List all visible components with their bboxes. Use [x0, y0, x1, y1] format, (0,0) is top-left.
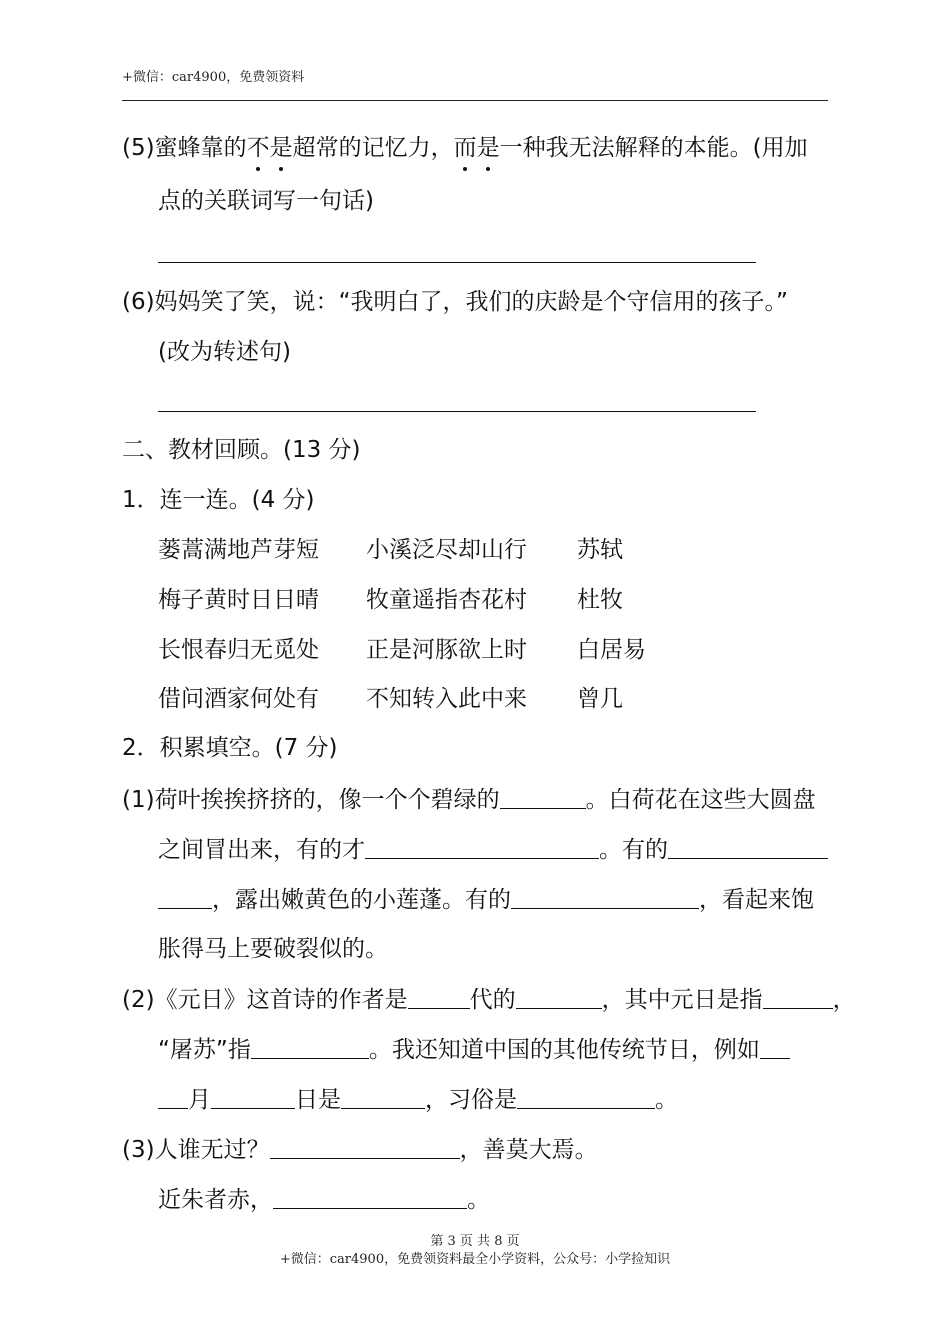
p1-line4: 胀得马上要破裂似的。	[158, 936, 388, 962]
fill-blank[interactable]	[158, 884, 212, 909]
p2-text-d: ，	[832, 987, 856, 1013]
p1-line1	[122, 784, 816, 815]
match-col3-item[interactable]: 白居易	[577, 637, 646, 663]
fill-blank[interactable]	[273, 1184, 467, 1209]
q6-line1: (6)妈妈笑了笑，说：“我明白了，我们的庆龄是个守信用的孩子。”	[122, 289, 788, 315]
header-watermark: +微信：car4900，免费领资料	[122, 70, 305, 85]
header-rule	[122, 100, 828, 101]
fill-blank[interactable]	[763, 984, 833, 1009]
p1-line3	[158, 884, 814, 915]
p2-text-c: ，其中元日是指	[601, 987, 763, 1013]
q5-line2: 点的关联词写一句话)	[158, 188, 374, 214]
fill-blank[interactable]	[270, 1134, 460, 1159]
p3-text-a: (3)人谁无过？	[122, 1137, 270, 1163]
p2-text-e: “屠苏”指	[158, 1037, 251, 1063]
p2-line2	[158, 1034, 790, 1065]
fill-blank[interactable]	[251, 1034, 369, 1059]
match-col1-item[interactable]: 梅子黄时日日晴	[158, 587, 319, 613]
sub2-title: 2．积累填空。(7 分)	[122, 735, 338, 761]
q5-answer-line[interactable]	[158, 262, 756, 263]
q5-dotted-char-4: 是	[476, 135, 500, 161]
fill-blank[interactable]	[211, 1084, 295, 1109]
p1-text-a: (1)荷叶挨挨挤挤的，像一个个碧绿的	[122, 787, 500, 813]
p1-text-d: 。有的	[599, 837, 668, 863]
p1-text-f: ，看起来饱	[699, 887, 814, 913]
q6-line2: (改为转述句)	[158, 339, 291, 365]
fill-blank[interactable]	[516, 984, 602, 1009]
q5-dotted-char-2: 是	[269, 135, 293, 161]
p3-text-d: 。	[467, 1187, 490, 1213]
fill-blank[interactable]	[500, 784, 586, 809]
p2-text-g: 月	[188, 1087, 211, 1113]
q5-line1	[122, 133, 808, 163]
q5-dotted-char-3: 而	[453, 135, 477, 161]
fill-blank[interactable]	[760, 1034, 790, 1059]
footer-watermark: +微信：car4900，免费领资料最全小学资料，公众号：小学捡知识	[279, 1252, 671, 1267]
match-col3-item[interactable]: 苏轼	[577, 537, 623, 563]
p2-text-b: 代的	[469, 987, 516, 1013]
match-col2-item[interactable]: 正是河豚欲上时	[366, 637, 527, 663]
p1-text-c: 之间冒出来，有的才	[158, 837, 365, 863]
fill-blank[interactable]	[668, 834, 828, 859]
match-col2-item[interactable]: 小溪泛尽却山行	[366, 537, 527, 563]
p2-line3	[158, 1084, 678, 1115]
match-col1-item[interactable]: 借问酒家何处有	[158, 686, 319, 712]
q5-post: 一种我无法解释的本能。(用加	[499, 135, 808, 161]
match-col2-item[interactable]: 不知转入此中来	[366, 686, 527, 712]
p1-line2	[158, 834, 828, 865]
p3-text-c: 近朱者赤，	[158, 1187, 273, 1213]
p3-line2	[158, 1184, 490, 1215]
p2-text-j: 。	[655, 1087, 678, 1113]
p3-line1	[122, 1134, 598, 1165]
q5-pre: (5)蜜蜂靠的	[122, 135, 247, 161]
section2-title: 二、教材回顾。(13 分)	[122, 437, 361, 463]
fill-blank[interactable]	[517, 1084, 655, 1109]
fill-blank[interactable]	[408, 984, 470, 1009]
match-col3-item[interactable]: 曾几	[577, 686, 623, 712]
q5-dotted-char-1: 不	[246, 135, 270, 161]
sub1-title: 1．连一连。(4 分)	[122, 487, 315, 513]
p1-text-b: 。白荷花在这些大圆盘	[585, 787, 816, 813]
p2-text-h: 日是	[295, 1087, 341, 1113]
p3-text-b: ，善莫大焉。	[459, 1137, 598, 1163]
q5-mid: 超常的记忆力，	[292, 135, 454, 161]
match-col2-item[interactable]: 牧童遥指杏花村	[366, 587, 527, 613]
fill-blank[interactable]	[365, 834, 599, 859]
match-col1-item[interactable]: 蒌蒿满地芦芽短	[158, 537, 319, 563]
fill-blank[interactable]	[511, 884, 699, 909]
p2-text-i: ，习俗是	[425, 1087, 517, 1113]
fill-blank[interactable]	[158, 1084, 188, 1109]
p2-text-a: (2)《元日》这首诗的作者是	[122, 987, 408, 1013]
fill-blank[interactable]	[341, 1084, 425, 1109]
q6-answer-line[interactable]	[158, 411, 756, 412]
match-col1-item[interactable]: 长恨春归无觅处	[158, 637, 319, 663]
page-number: 第 3 页 共 8 页	[430, 1234, 520, 1249]
match-col3-item[interactable]: 杜牧	[577, 587, 623, 613]
p2-text-f: 。我还知道中国的其他传统节日，例如	[368, 1037, 760, 1063]
p1-text-e: ，露出嫩黄色的小莲蓬。有的	[212, 887, 511, 913]
p2-line1	[122, 984, 856, 1015]
